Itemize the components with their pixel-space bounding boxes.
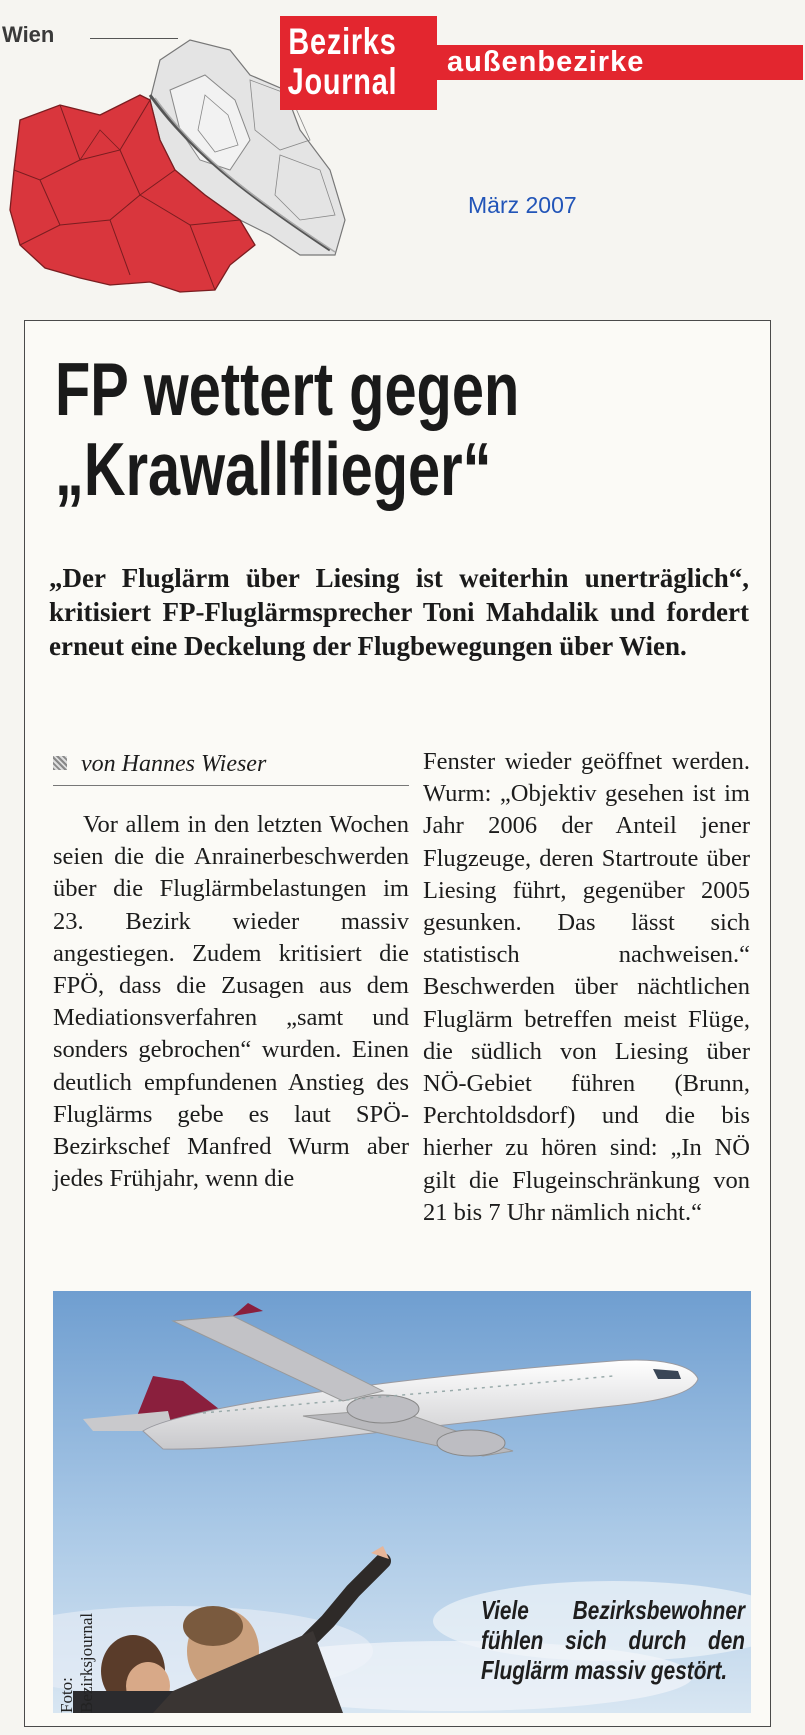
issue-date: März 2007 [468,192,577,218]
body-column-1: Vor allem in den letzten Wochen seien die die Anrainerbeschwerden über die Fluglärmbelastungen im 23. Bezirk wieder massiv angestiegen. Zudem kritisiert die FPÖ, dass die Zusagen aus dem Mediationsverfahren „samt und sonders gebrochen“ wurden. Einen deutlich empfundenen Anstieg des Fluglärms gebe es laut SPÖ-Bezirkschef Manfred Wurm aber jedes Frühjahr, wenn die [53,811,409,1193]
body-column-2: Fenster wieder geöffnet werden. Wurm: „Objektiv gesehen ist im Jahr 2006 der Anteil jener Flugzeuge, deren Startroute über Liesing führt, gegenüber 2005 gesunken. Das lässt sich statistisch nachweisen.“ Beschwerden über nächtlichen Fluglärm betreffen meist Flüge, die südlich von Liesing über NÖ-Gebiet führen (Brunn, Perchtoldsdorf) und die bis hierher zu hören sind: „In NÖ gilt die Flugeinschränkung von 21 bis 7 Uhr nämlich nicht.“ [423,748,750,1226]
photo-caption [481,1595,745,1685]
airplane-photo [53,1291,751,1713]
headline-line-1: FP wettert gegen [55,347,520,431]
logo-line-1: Bezirks [288,21,397,62]
caption-text: Viele Bezirksbewohner fühlen sich durch den Fluglärm massiv gestört. [481,1595,745,1685]
article-box [24,320,771,1727]
headline-line-2: „Krawallflieger“ [55,427,492,511]
byline-marker-icon [53,756,67,770]
byline [53,749,409,786]
city-label: Wien [2,22,55,47]
section-label: außenbezirke [447,46,645,78]
bezirksjournal-logo [280,16,437,110]
header-rule [90,38,178,39]
logo-line-2: Journal [287,61,398,102]
lead-paragraph: „Der Fluglärm über Liesing ist weiterhin unerträglich“, kritisiert FP-Fluglärmsprecher Toni Mahdalik und fordert erneut eine Deckelung der Flugbewegungen über Wien. [49,563,749,661]
photo-credit: Foto: Bezirksjournal [57,1612,96,1713]
headline [55,349,755,509]
section-band [437,45,803,80]
author: von Hannes Wieser [81,751,267,777]
